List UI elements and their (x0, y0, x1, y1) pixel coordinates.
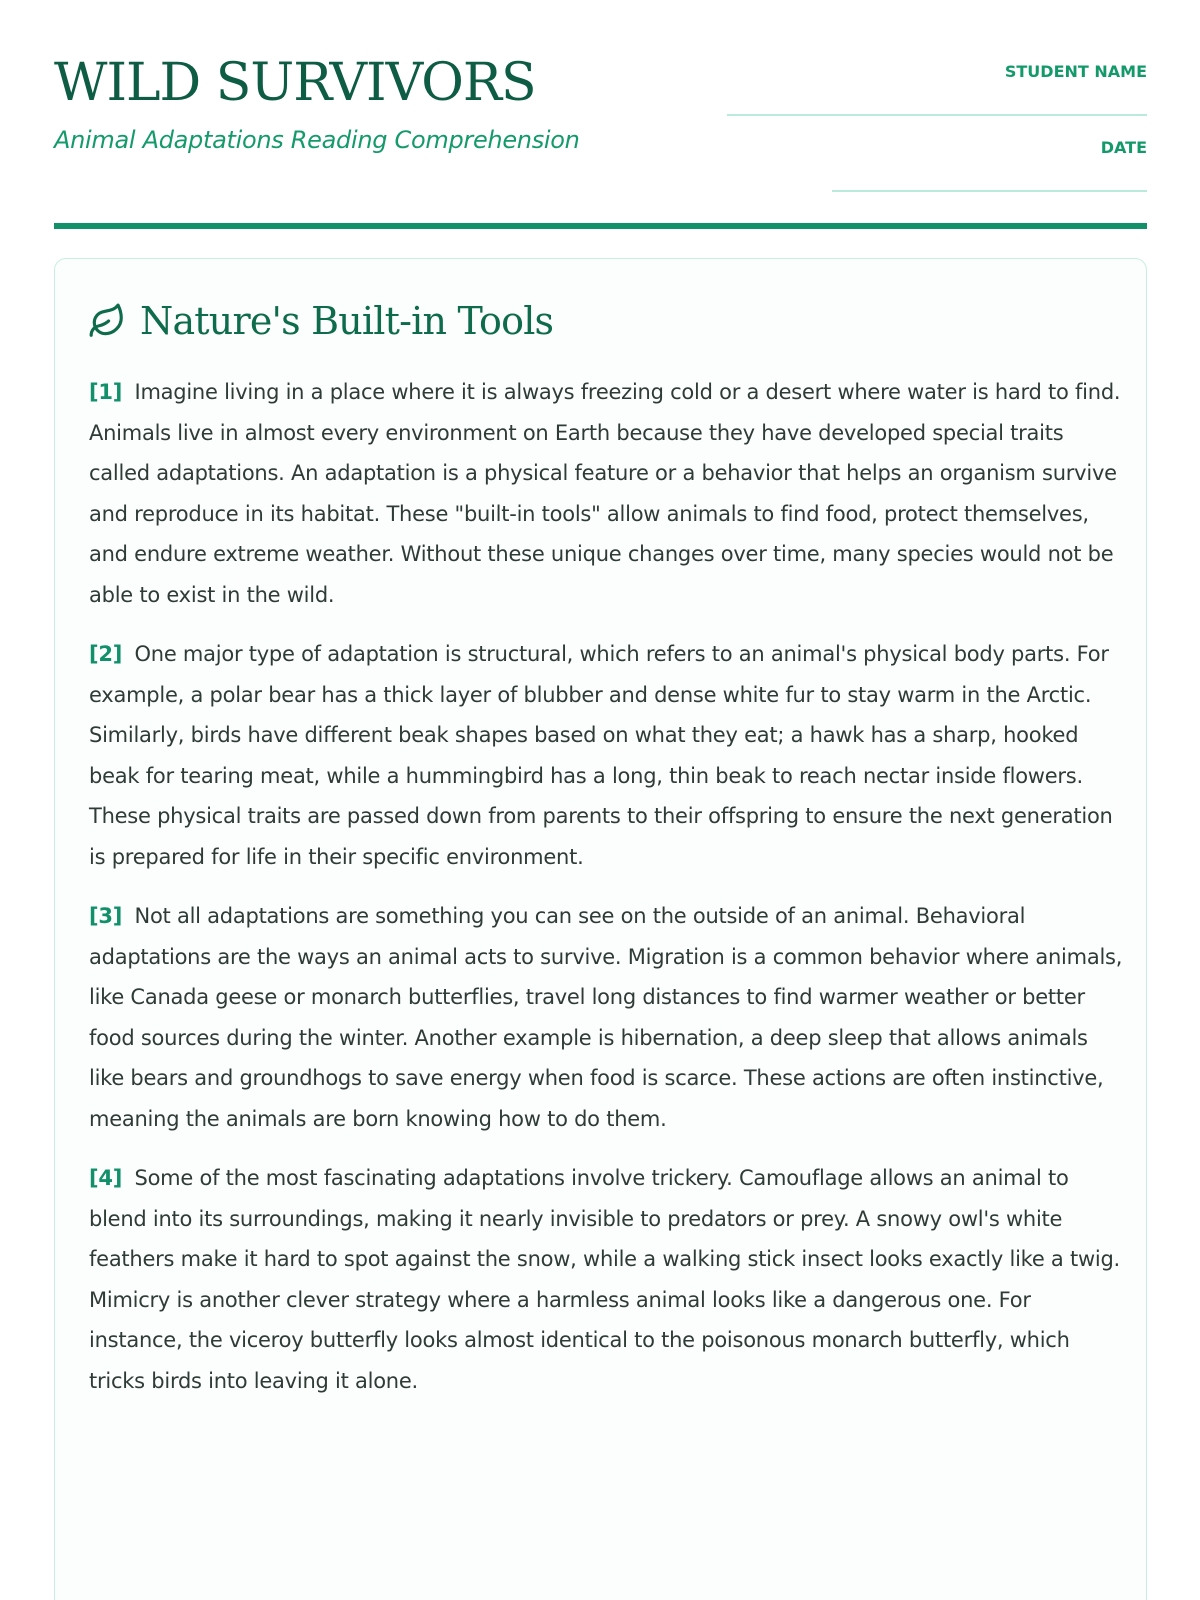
paragraph-number: [2] (89, 642, 123, 666)
paragraph-number: [3] (89, 904, 123, 928)
paragraph-text: Some of the most fascinating adaptations involve trickery. Camouflage allows an animal to blend into its surroundings, making it nearly invisible to predators or prey. A snowy owl's white feathers make it hard to spot against the snow, while a walking stick insect looks exactly like a twig. Mimicry is another clever strategy where a harmless animal looks like a dangerous one. For instance, the viceroy butterfly looks almost identical to the poisonous monarch butterfly, which tricks birds into leaving it alone. (89, 1166, 1120, 1393)
header-divider (54, 223, 1147, 229)
paragraph-number: [4] (89, 1166, 123, 1190)
paragraph-3 (89, 896, 1124, 1139)
paragraph-text: Imagine living in a place where it is always freezing cold or a desert where water is hard to find. Animals live in almost every environment on Earth because they have developed special traits called adaptations. An adaptation is a physical feature or a behavior that helps an organism survive and reproduce in its habitat. These "built-in tools" allow animals to find food, protect themselves, and endure extreme weather. Without these unique changes over time, many species would not be able to exist in the wild. (89, 380, 1121, 607)
leaf-icon (88, 302, 126, 340)
paragraph-2 (89, 634, 1124, 877)
paragraph-text: Not all adaptations are something you can see on the outside of an animal. Behavioral adaptations are the ways an animal acts to survive. Migration is a common behavior where animals, like Canada geese or monarch butterflies, travel long distances to find warmer weather or better food sources during the winter. Another example is hibernation, a deep sleep that allows animals like bears and groundhogs to save energy when food is scarce. These actions are often instinctive, meaning the animals are born knowing how to do them. (89, 904, 1123, 1131)
date-field[interactable] (832, 190, 1147, 192)
paragraph-number: [1] (89, 380, 123, 404)
worksheet-subtitle: Animal Adaptations Reading Comprehension (54, 126, 580, 154)
passage-body (89, 372, 1124, 1420)
date-label: DATE (1100, 138, 1147, 157)
student-name-field[interactable] (727, 114, 1147, 116)
worksheet-title: WILD SURVIVORS (54, 53, 536, 113)
worksheet-header (54, 40, 1147, 230)
reading-passage-card (54, 258, 1147, 1600)
section-heading (88, 295, 553, 347)
paragraph-4 (89, 1158, 1124, 1401)
student-name-label: STUDENT NAME (1004, 62, 1147, 81)
paragraph-text: One major type of adaptation is structural, which refers to an animal's physical body parts. For example, a polar bear has a thick layer of blubber and dense white fur to stay warm in the Arctic. Similarly, birds have different beak shapes based on what they eat; a hawk has a sharp, hooked beak for tearing meat, while a hummingbird has a long, thin beak to reach nectar inside flowers. These physical traits are passed down from parents to their offspring to ensure the next generation is prepared for life in their specific environment. (89, 642, 1113, 869)
paragraph-1 (89, 372, 1124, 615)
section-title: Nature's Built-in Tools (140, 299, 554, 343)
